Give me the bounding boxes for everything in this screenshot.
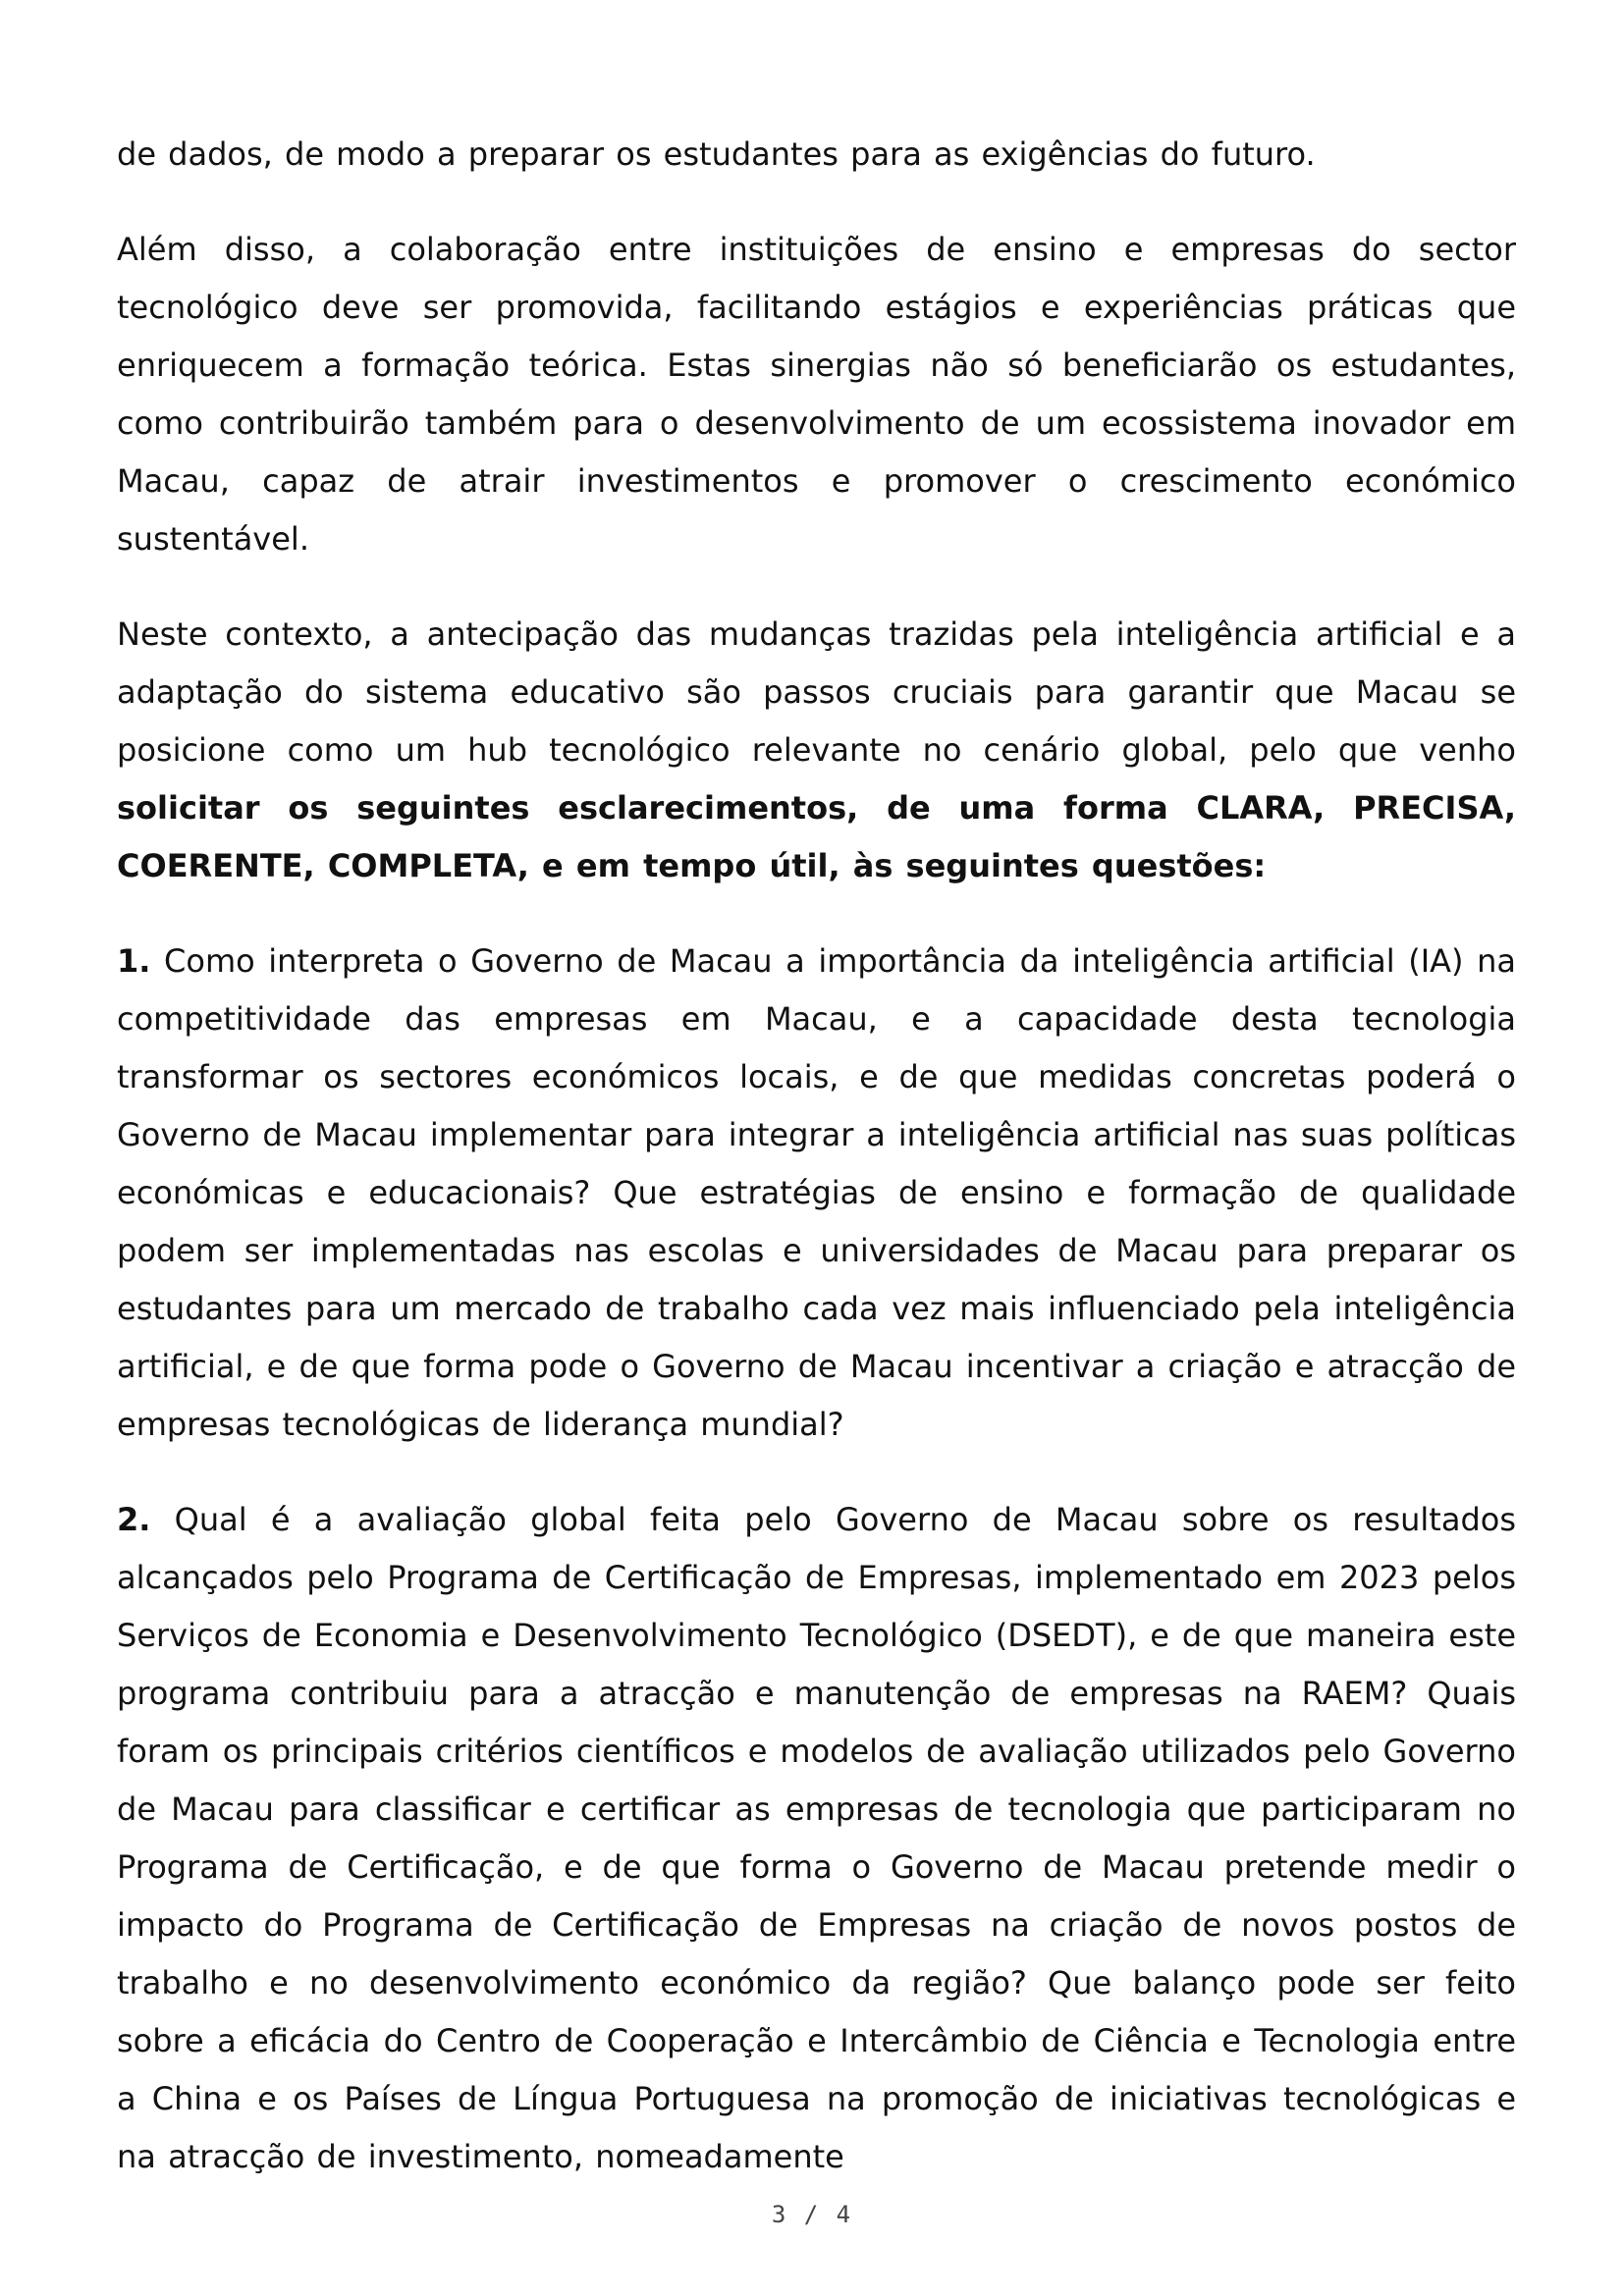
question-2-text: Qual é a avaliação global feita pelo Governo de Macau sobre os resultados alcançados pelo Programa de Certificação de Empresas, implementado em 2023 pelos Serviços de Economia e Desenvolvimento Tecnológico (DSEDT), e de que maneira este programa contribuiu para a atracção e manutenção de empresas na RAEM? Quais foram os principais critérios científicos e modelos de avaliação utilizados pelo Governo de Macau para classificar e certificar as empresas de tecnologia que participaram no Programa de Certificação, e de que forma o Governo de Macau pretende medir o impacto do Programa de Certificação de Empresas na criação de novos postos de trabalho e no desenvolvimento económico da região? Que balanço pode ser feito sobre a eficácia do Centro de Cooperação e Intercâmbio de Ciência e Tecnologia entre a China e os Países de Língua Portuguesa na promoção de iniciativas tecnológicas e na atracção de investimento, nomeadamente — [117, 1501, 1516, 2175]
question-1 — [117, 933, 1516, 1454]
question-2 — [117, 1491, 1516, 2186]
question-2-number: 2. — [117, 1501, 151, 1538]
paragraph-continuation: de dados, de modo a preparar os estudantes para as exigências do futuro. — [117, 135, 1316, 173]
context-intro-text: Neste contexto, a antecipação das mudanças trazidas pela inteligência artificial e a adaptação do sistema educativo são passos cruciais para garantir que Macau se posicione como um hub tecnológico relevante no cenário global, pelo que venho — [117, 615, 1516, 769]
request-bold-text: solicitar os seguintes esclarecimentos, de uma forma CLARA, PRECISA, COERENTE, COMPLETA, e em tempo útil, às seguintes questões: — [117, 789, 1516, 884]
question-1-text: Como interpreta o Governo de Macau a importância da inteligência artificial (IA) na competitividade das empresas em Macau, e a capacidade desta tecnologia transformar os sectores económicos locais, e de que medidas concretas poderá o Governo de Macau implementar para integrar a inteligência artificial nas suas políticas económicas e educacionais? Que estratégias de ensino e formação de qualidade podem ser implementadas nas escolas e universidades de Macau para preparar os estudantes para um mercado de trabalho cada vez mais influenciado pela inteligência artificial, e de que forma pode o Governo de Macau incentivar a criação e atracção de empresas tecnológicas de liderança mundial? — [117, 942, 1516, 1443]
question-1-number: 1. — [117, 942, 151, 980]
paragraph-context — [117, 606, 1516, 895]
page-number: 3 / 4 — [771, 2201, 853, 2228]
paragraph-collaboration: Além disso, a colaboração entre instituições de ensino e empresas do sector tecnológico deve ser promovida, facilitando estágios e experiências práticas que enriquecem a formação teórica. Estas sinergias não só beneficiarão os estudantes, como contribuirão também para o desenvolvimento de um ecossistema inovador em Macau, capaz de atrair investimentos e promover o crescimento económico sustentável. — [117, 231, 1516, 558]
document-body — [117, 126, 1516, 2223]
